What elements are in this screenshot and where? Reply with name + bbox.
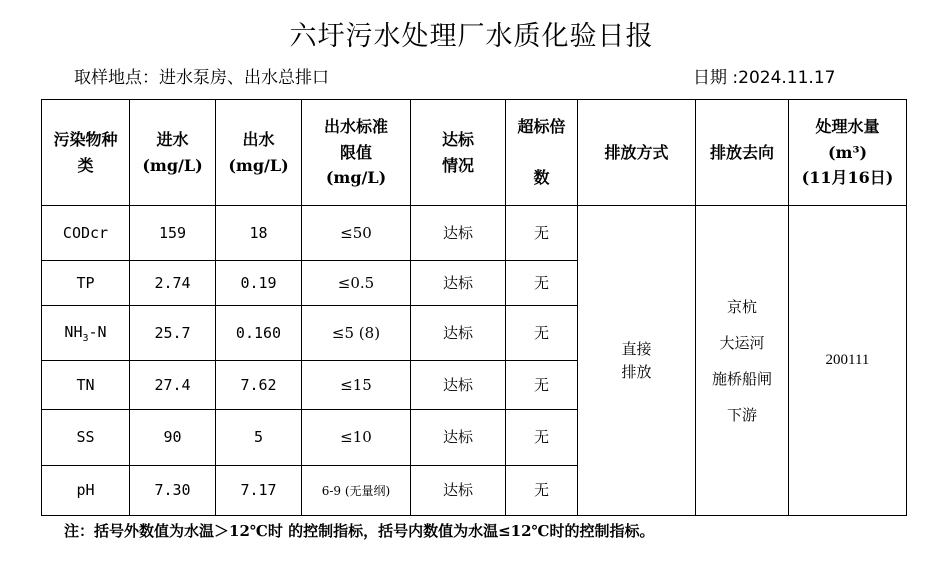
status-cell: 达标 [411, 206, 506, 261]
status-cell: 达标 [411, 306, 506, 361]
discharge-method-cell: 直接 排放 [578, 206, 696, 516]
inflow-cell: 7.30 [130, 466, 216, 516]
status-cell: 达标 [411, 410, 506, 466]
table-row [42, 206, 907, 261]
status-cell: 达标 [411, 261, 506, 306]
header-status: 达标情况 [411, 100, 506, 206]
inflow-cell: 25.7 [130, 306, 216, 361]
outflow-cell: 5 [216, 410, 302, 466]
inflow-cell: 2.74 [130, 261, 216, 306]
header-outflow: 出水 (mg/L) [216, 100, 302, 206]
outflow-cell: 0.160 [216, 306, 302, 361]
standard-cell: ≤5 (8) [302, 306, 411, 361]
pollutant-cell: CODcr [42, 206, 130, 261]
exceed-cell: 无 [506, 361, 578, 410]
header-volume: 处理水量 (m³) (11月16日) [789, 100, 907, 206]
footnote: 注：括号外数值为水温＞12℃时 的控制指标，括号内数值为水温≤12℃时的控制指标。 [64, 522, 655, 540]
report-date: 日期 :2024.11.17 [693, 68, 836, 88]
outflow-cell: 7.17 [216, 466, 302, 516]
header-discharge-method: 排放方式 [578, 100, 696, 206]
sampling-location: 取样地点：进水泵房、出水总排口 [74, 68, 329, 88]
outflow-cell: 7.62 [216, 361, 302, 410]
pollutant-cell: TP [42, 261, 130, 306]
header-pollutant: 污染物种类 [42, 100, 130, 206]
inflow-cell: 159 [130, 206, 216, 261]
header-standard: 出水标准 限值 (mg/L) [302, 100, 411, 206]
header-row [42, 100, 907, 206]
pollutant-cell: SS [42, 410, 130, 466]
status-cell: 达标 [411, 361, 506, 410]
exceed-cell: 无 [506, 410, 578, 466]
inflow-cell: 27.4 [130, 361, 216, 410]
header-exceed: 超标倍 数 [506, 100, 578, 206]
exceed-cell: 无 [506, 466, 578, 516]
exceed-cell: 无 [506, 261, 578, 306]
outflow-cell: 0.19 [216, 261, 302, 306]
volume-cell: 200111 [789, 206, 907, 516]
discharge-dest-cell: 京杭 大运河 施桥船闸 下游 [696, 206, 789, 516]
pollutant-cell: pH [42, 466, 130, 516]
standard-cell: ≤10 [302, 410, 411, 466]
standard-cell: ≤50 [302, 206, 411, 261]
inflow-cell: 90 [130, 410, 216, 466]
standard-cell: 6-9 (无量纲) [302, 466, 411, 516]
pollutant-cell: TN [42, 361, 130, 410]
standard-cell: ≤0.5 [302, 261, 411, 306]
water-quality-table [41, 99, 907, 516]
status-cell: 达标 [411, 466, 506, 516]
header-inflow: 进水 (mg/L) [130, 100, 216, 206]
pollutant-cell: $NH_3-N$ [42, 306, 130, 361]
exceed-cell: 无 [506, 306, 578, 361]
standard-cell: ≤15 [302, 361, 411, 410]
exceed-cell: 无 [506, 206, 578, 261]
report-title: 六圩污水处理厂水质化验日报 [289, 21, 654, 52]
header-discharge-dest: 排放去向 [696, 100, 789, 206]
outflow-cell: 18 [216, 206, 302, 261]
